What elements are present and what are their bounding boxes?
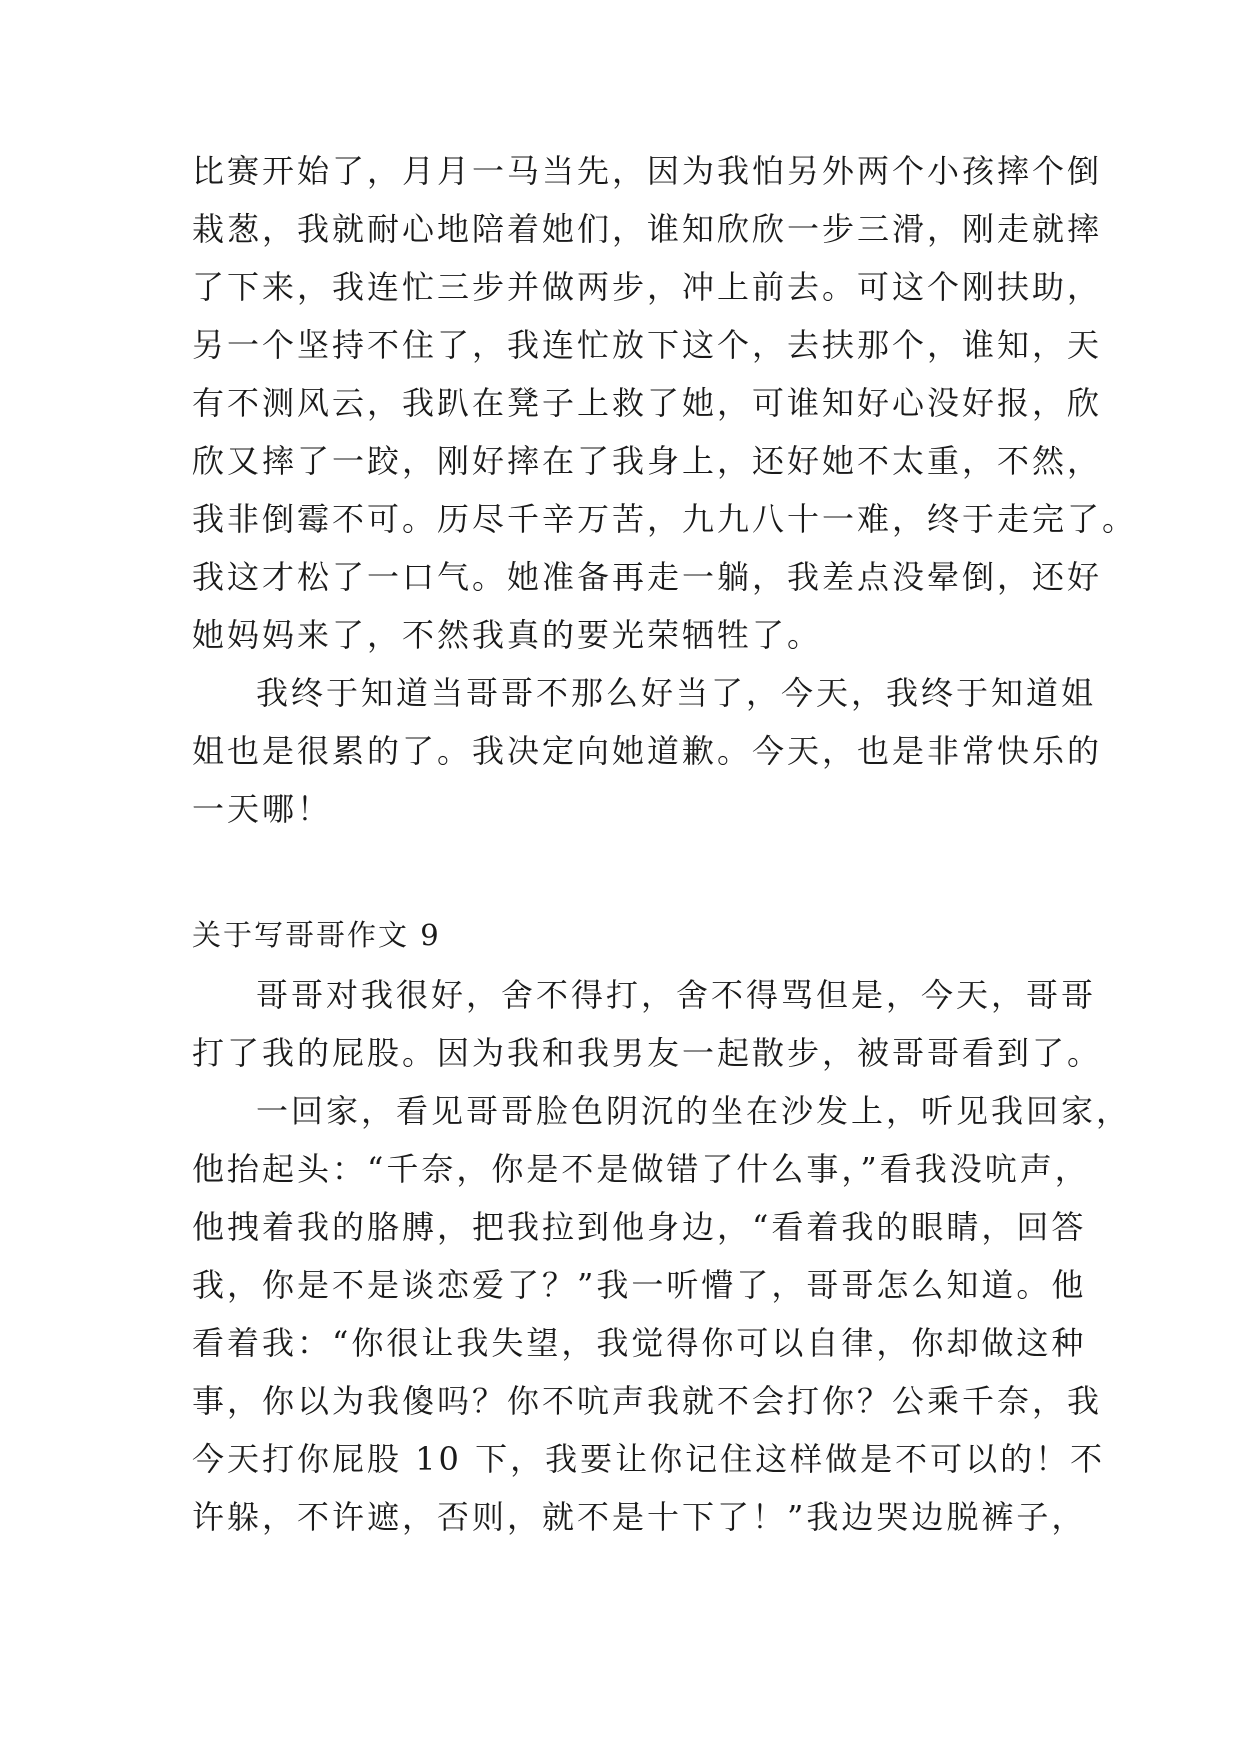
text-line: 欣又摔了一跤，刚好摔在了我身上，还好她不太重，不然，: [192, 442, 1103, 480]
text-line: 我终于知道当哥哥不那么好当了，今天，我终于知道姐: [256, 674, 1097, 712]
section-heading-block: [192, 906, 1092, 964]
text-line: 一天哪！: [192, 790, 333, 828]
text-line: 打了我的屁股。因为我和我男友一起散步，被哥哥看到了。: [192, 1034, 1103, 1072]
paragraph-intro: [192, 966, 1103, 1082]
text-line: 另一个坚持不住了，我连忙放下这个，去扶那个，谁知，天: [192, 326, 1103, 364]
text-line: 事，你以为我傻吗？你不吭声我就不会打你？公乘千奈，我: [192, 1382, 1103, 1420]
text-line: 今天打你屁股 10 下，我要让你记住这样做是不可以的！不: [192, 1440, 1106, 1478]
text-line: 他拽着我的胳膊，把我拉到他身边，“看着我的眼睛，回答: [192, 1208, 1087, 1246]
text-line: 哥哥对我很好，舍不得打，舍不得骂但是，今天，哥哥: [256, 976, 1097, 1014]
text-line: 比赛开始了，月月一马当先，因为我怕另外两个小孩摔个倒: [192, 152, 1103, 190]
paragraph-story: [192, 1082, 1132, 1546]
section-title: 关于写哥哥作文 9: [192, 918, 441, 952]
text-line: 我这才松了一口气。她准备再走一躺，我差点没晕倒，还好: [192, 558, 1103, 596]
text-line: 一回家，看见哥哥脸色阴沉的坐在沙发上，听见我回家，: [256, 1092, 1132, 1130]
text-line: 栽葱，我就耐心地陪着她们，谁知欣欣一步三滑，刚走就摔: [192, 210, 1103, 248]
text-line: 姐也是很累的了。我决定向她道歉。今天，也是非常快乐的: [192, 732, 1103, 770]
text-line: 我非倒霉不可。历尽千辛万苦，九九八十一难，终于走完了。: [192, 500, 1138, 538]
paragraph-conclusion: [192, 664, 1103, 838]
text-line: 看着我：“你很让我失望，我觉得你可以自律，你却做这种: [192, 1324, 1087, 1362]
paragraph-race: [192, 142, 1138, 664]
text-line: 她妈妈来了，不然我真的要光荣牺牲了。: [192, 616, 823, 654]
text-line: 了下来，我连忙三步并做两步，冲上前去。可这个刚扶助，: [192, 268, 1103, 306]
text-line: 有不测风云，我趴在凳子上救了她，可谁知好心没好报，欣: [192, 384, 1103, 422]
text-line: 许躲，不许遮，否则，就不是十下了！”我边哭边脱裤子，: [192, 1498, 1087, 1536]
text-line: 他抬起头：“千奈，你是不是做错了什么事，”看我没吭声，: [192, 1150, 1090, 1188]
text-line: 我，你是不是谈恋爱了？”我一听懵了，哥哥怎么知道。他: [192, 1266, 1087, 1304]
